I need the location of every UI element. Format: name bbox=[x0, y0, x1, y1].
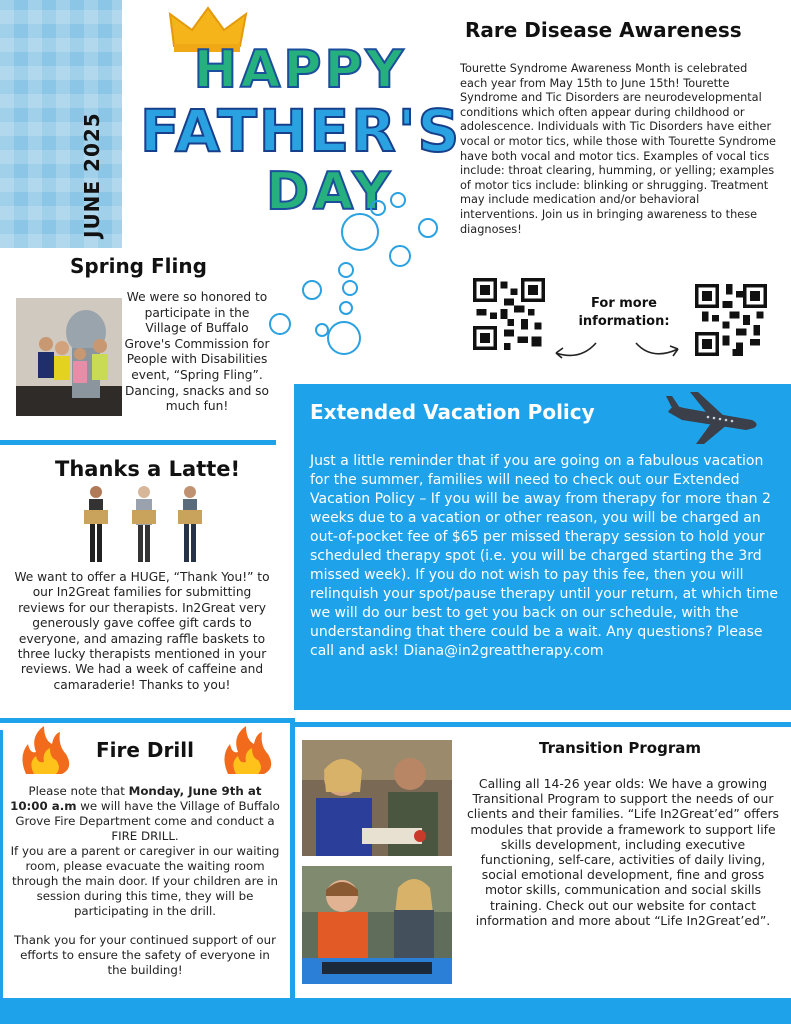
transition-program-body: Calling all 14-26 year olds: We have a growing Transitional Program to support the needs of our clients and their families. “Life In2Great’ed” offers modules that provide a framework to support life skills development, including executive functioning, self-care, activities of daily living, social emotional development, fine and gross motor skills, communication and social skills training. Check out our website for contact information and more about “Life In2Great’ed”. bbox=[466, 776, 780, 928]
qr-code-icon[interactable] bbox=[695, 284, 767, 356]
section-divider bbox=[0, 440, 276, 445]
extended-vacation-heading: Extended Vacation Policy bbox=[310, 400, 595, 424]
fire-drill-date: Monday, June 9th at 10:00 a.m bbox=[10, 784, 262, 813]
issue-date: JUNE 2025 bbox=[80, 112, 104, 238]
bubbles-decoration bbox=[260, 170, 460, 370]
curved-arrow-left-icon bbox=[550, 335, 600, 361]
fire-icon bbox=[18, 726, 72, 776]
section-border bbox=[0, 730, 3, 1000]
fire-icon bbox=[220, 726, 274, 776]
more-info-label: For more information: bbox=[578, 296, 670, 329]
spring-fling-heading: Spring Fling bbox=[70, 254, 207, 278]
qr-code-icon[interactable] bbox=[473, 278, 545, 350]
section-divider bbox=[295, 722, 791, 727]
column-divider bbox=[290, 718, 295, 1018]
fire-drill-heading: Fire Drill bbox=[96, 738, 194, 762]
transition-program-photo bbox=[302, 866, 452, 984]
transition-program-photo bbox=[302, 740, 452, 856]
fire-drill-body bbox=[10, 784, 280, 992]
therapists-with-baskets-photo bbox=[78, 482, 218, 568]
rare-disease-body: Tourette Syndrome Awareness Month is celebrated each year from May 15th to June 15th! Tourette Syndrome and Tic Disorders are neurodevelopmental conditions which often appear during childhood or adolescence. Individuals with Tic Disorders have either vocal or motor tics, while those with Tourette Syndrome have both vocal and motor tics. Examples of vocal tics include: throat clearing, humming, or yelling; examples of motor tics include: blinking or shrugging. Treatment may include medication and/or behavioral interventions. Join us in bringing awareness to these diagnoses! bbox=[460, 62, 776, 236]
fathers-day-title: HAPPY FATHER'S DAY bbox=[140, 40, 462, 222]
fire-drill-thanks: Thank you for your continued support of our efforts to ensure the safety of everyone in the building! bbox=[14, 933, 276, 977]
rare-disease-heading: Rare Disease Awareness bbox=[465, 18, 742, 42]
thanks-a-latte-heading: Thanks a Latte! bbox=[55, 457, 241, 481]
curved-arrow-right-icon bbox=[632, 335, 684, 361]
section-divider bbox=[0, 718, 290, 723]
thanks-a-latte-body: We want to offer a HUGE, “Thank You!” to our In2Great families for submitting reviews for our therapists. In2Great very generously gave coffee gift cards to everyone, and amazing raffle baskets to three lucky therapists mentioned in your reviews. We had a week of caffeine and camaraderie! Thanks to you! bbox=[14, 570, 270, 692]
footer-bar bbox=[0, 998, 791, 1024]
airplane-icon bbox=[662, 390, 762, 446]
fire-drill-notice: Please note that Monday, June 9th at 10:00 a.m we will have the Village of Buffalo Grove Fire Department come and conduct a FIRE DRILL. If you are a parent or caregiver in our waiting room, please evacuate the waiting room through the main door. If your children are in session during this time, they will be participating in the drill. bbox=[10, 784, 280, 918]
extended-vacation-body: Just a little reminder that if you are going on a fabulous vacation for the summer, families will need to check out our Extended Vacation Policy – If you will be away from therapy for more than 2 weeks due to a vacation or other reason, you will be charged an out-of-pocket fee of $65 per missed therapy session to hold your scheduled therapy spot (i.e. you will be charged starting the 3rd missed week). If you do not wish to pay this fee, then you will relinquish your spot/pause therapy until your return, at which time we will do our best to get you back on our schedule, with the understanding that there could be a wait. Any questions? Please call and ask! Diana@in2greattherapy.com bbox=[310, 453, 778, 659]
spring-fling-photo bbox=[16, 298, 122, 416]
spring-fling-body: We were so honored to participate in the Village of Buffalo Grove's Commission for People with Disabilities event, “Spring Fling”. Dancing, snacks and so much fun! bbox=[124, 290, 270, 414]
transition-program-heading: Transition Program bbox=[539, 739, 701, 757]
